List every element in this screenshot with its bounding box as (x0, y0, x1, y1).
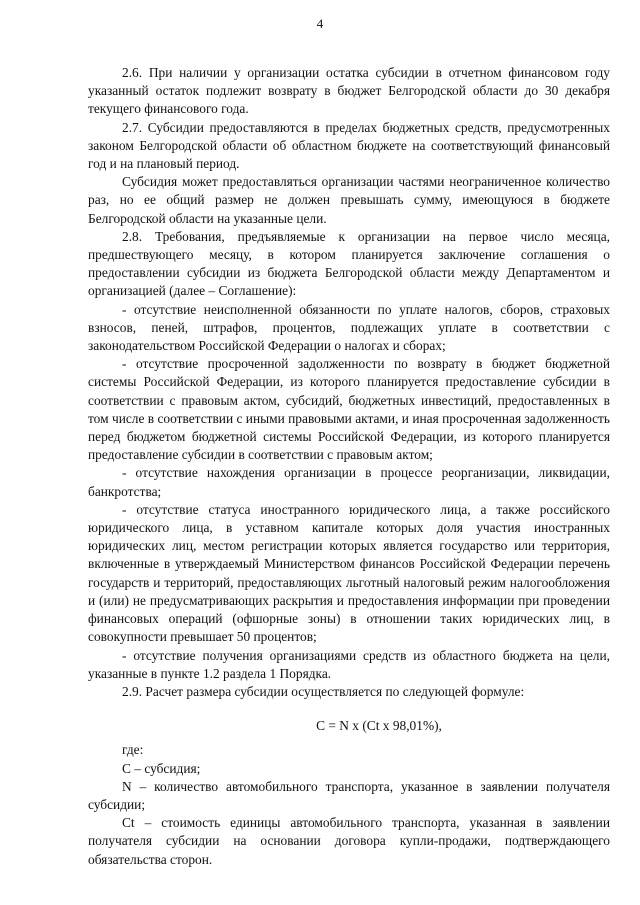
document-body (88, 64, 610, 869)
requirement-item: - отсутствие нахождения организации в процессе реорганизации, ликвидации, банкротства; (88, 465, 610, 499)
paragraph-2-7: 2.7. Субсидии предоставляются в пределах бюджетных средств, предусмотренных законом Белгородской области об областном бюджете на соответствующий финансовый год и на плановый период. (88, 119, 610, 172)
requirement-item: - отсутствие просроченной задолженности по возврату в бюджет бюджетной системы Российской Федерации, из которого планируется предоставление субсидии в соответствии с правовым актом, субсидий, бюджетных инвестиций, предоставленных в том числе в соответствии с иными правовыми актами, и иная просроченная задолженность перед бюджетом бюджетной системы Российской Федерации, из которого планируется предоставление субсидии в соответствии с правовым актом; (88, 356, 610, 463)
formula-variable-ct: Ct – стоимость единицы автомобильного транспорта, указанная в заявлении получателя субсидии на основании договора купли-продажи, подтверждающего обязательства сторон. (88, 815, 610, 867)
requirement-item: - отсутствие получения организациями средств из областного бюджета на цели, указанные в пункте 1.2 раздела 1 Порядка. (88, 647, 610, 681)
formula-where-label: где: (122, 742, 144, 758)
requirement-item: - отсутствие неисполненной обязанности по уплате налогов, сборов, страховых взносов, пеней, штрафов, процентов, подлежащих уплате в соответствии с законодательством Российской Федерации о налогах и сборах; (88, 301, 610, 354)
paragraph-2-6: 2.6. При наличии у организации остатка субсидии в отчетном финансовом году указанный остаток подлежит возврату в бюджет Белгородской области до 30 декабря текущего финансового года. (88, 65, 610, 117)
requirement-item: - отсутствие статуса иностранного юридического лица, а также российского юридического лица, в уставном капитале которых доля участия иностранных юридических лиц, местом регистрации которых является государство или территория, включенные в утверждаемый Министерством финансов Российской Федерации перечень государств и территорий, предоставляющих льготный налоговый режим налогообложения и (или) не предусматривающих раскрытия и предоставления информации при проведении финансовых операций (офшорные зоны) в отношении таких юридических лиц, в совокупности превышает 50 процентов; (88, 501, 610, 645)
paragraph-subsidy-parts: Субсидия может предоставляться организации частями неограниченное количество раз, но ее общий размер не должен превышать сумму, имеющуюся в бюджете Белгородской области на указанные цели. (88, 174, 610, 226)
page-number: 4 (316, 16, 324, 31)
formula-variable-c: C – субсидия; (122, 760, 201, 776)
formula-variable-n: N – количество автомобильного транспорта, указанное в заявлении получателя субсидии; (88, 778, 610, 812)
paragraph-2-8: 2.8. Требования, предъявляемые к организации на первое число месяца, предшествующего месяцу, в котором планируется заключение соглашения о предоставлении субсидии из бюджета Белгородской области между Департаментом и организацией (далее – Соглашение): (88, 228, 610, 299)
paragraph-2-9: 2.9. Расчет размера субсидии осуществляется по следующей формуле: (122, 683, 525, 699)
subsidy-formula: C = N x (Ct x 98,01%), (316, 718, 442, 734)
